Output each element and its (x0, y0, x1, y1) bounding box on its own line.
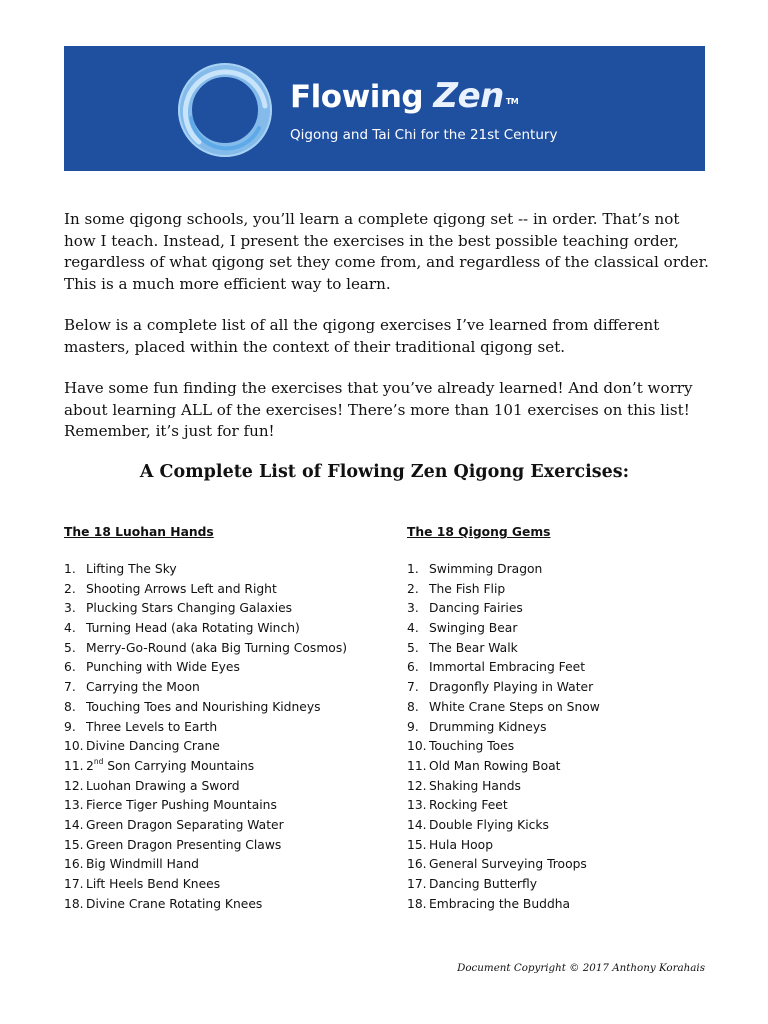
list-item (407, 580, 707, 600)
item-number: 13. (407, 798, 427, 813)
item-number: 16. (407, 857, 427, 872)
item-text: Divine Crane Rotating Knees (86, 896, 263, 911)
item-text: Shaking Hands (429, 778, 521, 793)
item-text: Divine Dancing Crane (86, 739, 220, 754)
list-item (407, 796, 707, 816)
item-number: 7. (407, 680, 419, 695)
list-item (64, 698, 384, 718)
item-number: 1. (407, 562, 419, 576)
item-number: 10. (407, 739, 427, 754)
item-text: Plucking Stars Changing Galaxies (86, 601, 293, 616)
item-number: 12. (407, 778, 427, 793)
item-text: Three Levels to Earth (86, 719, 218, 734)
logo-word-zen: Zen (433, 76, 504, 116)
item-number: 17. (64, 877, 84, 891)
list-item (64, 599, 384, 619)
item-number: 8. (64, 699, 76, 714)
list-item (407, 777, 707, 797)
list-item (407, 658, 707, 678)
item-number: 11. (407, 758, 427, 773)
item-number: 14. (64, 817, 84, 832)
list-item (64, 895, 384, 915)
item-number: 7. (64, 680, 76, 695)
item-text: Dancing Butterfly (429, 877, 537, 891)
qigong-gems-column (407, 522, 707, 914)
item-text: Rocking Feet (429, 798, 508, 813)
list-item (407, 678, 707, 698)
item-text: Shooting Arrows Left and Right (86, 581, 277, 596)
item-text: Hula Hoop (429, 837, 494, 852)
item-number: 8. (407, 699, 419, 714)
luohan-hands-column (64, 522, 384, 914)
list-item (64, 639, 384, 659)
item-text: Double Flying Kicks (429, 817, 549, 832)
item-text: White Crane Steps on Snow (429, 699, 600, 714)
item-text: Carrying the Moon (86, 680, 200, 695)
item-text: Swinging Bear (429, 621, 518, 636)
item-text: Turning Head (aka Rotating Winch) (86, 621, 300, 636)
item-number: 6. (64, 660, 76, 675)
logo-word-flowing: Flowing (290, 79, 424, 115)
item-text: Dancing Fairies (429, 601, 523, 616)
item-number: 1. (64, 562, 76, 576)
list-item (64, 678, 384, 698)
item-number: 16. (64, 857, 84, 872)
item-number: 15. (64, 837, 84, 852)
item-text: Luohan Drawing a Sword (86, 778, 240, 793)
item-number: 18. (407, 896, 427, 911)
trademark-mark: TM (505, 97, 519, 106)
exercise-list-heading: A Complete List of Flowing Zen Qigong Exercises: (139, 462, 630, 482)
item-text-prefix: 2 (86, 758, 94, 773)
list-item (64, 619, 384, 639)
list-item (407, 895, 707, 915)
item-number: 4. (64, 621, 76, 636)
logo-title (290, 76, 518, 117)
enso-circle-logo (169, 54, 281, 166)
header-banner (64, 46, 705, 171)
intro-paragraph-2: Below is a complete list of all the qigong exercises I’ve learned from different masters, placed within the context of their traditional qigong set. (64, 316, 660, 356)
list-item (64, 658, 384, 678)
luohan-hands-list (64, 560, 384, 914)
item-number: 3. (64, 601, 76, 616)
list-item (407, 757, 707, 777)
item-text: Old Man Rowing Boat (429, 758, 561, 773)
list-item (64, 777, 384, 797)
item-number: 3. (407, 601, 419, 616)
ordinal-suffix: nd (93, 756, 104, 766)
item-number: 9. (64, 719, 76, 734)
intro-paragraph-3: Have some fun finding the exercises that you’ve already learned! And don’t worry about learning ALL of the exercises! There’s more than 101 exercises on this list! Remember, it’s just for fun! (64, 379, 693, 440)
list-item (64, 875, 384, 895)
intro-paragraph-1: In some qigong schools, you’ll learn a complete qigong set -- in order. That’s not how I teach. Instead, I present the exercises in the best possible teaching order, regardless of what qigong set they come from, and regardless of the classical order. This is a much more efficient way to learn. (64, 210, 709, 293)
list-item (407, 855, 707, 875)
list-item (407, 718, 707, 738)
list-item (407, 599, 707, 619)
item-number: 10. (64, 739, 84, 754)
list-item (407, 619, 707, 639)
list-item (64, 796, 384, 816)
item-text: Green Dragon Separating Water (86, 817, 284, 832)
item-number: 6. (407, 660, 419, 675)
list-item (407, 560, 707, 580)
item-number: 14. (407, 817, 427, 832)
list-item (64, 718, 384, 738)
item-number: 9. (407, 719, 419, 734)
item-number: 2. (407, 581, 419, 596)
item-text: Dragonfly Playing in Water (429, 680, 594, 695)
list-item (64, 737, 384, 757)
item-number: 15. (407, 837, 427, 852)
item-text: The Fish Flip (429, 581, 506, 596)
item-number: 5. (407, 640, 419, 655)
item-text: Green Dragon Presenting Claws (86, 837, 282, 852)
list-item (64, 757, 384, 777)
item-number: 11. (64, 758, 84, 773)
item-text: Fierce Tiger Pushing Mountains (86, 798, 277, 813)
list-item (407, 698, 707, 718)
item-text: Embracing the Buddha (429, 896, 571, 911)
item-text: General Surveying Troops (429, 857, 587, 872)
list-item (407, 816, 707, 836)
copyright-footer: Document Copyright © 2017 Anthony Korahais (457, 962, 705, 974)
item-number: 18. (64, 896, 84, 911)
item-text: Merry-Go-Round (aka Big Turning Cosmos) (86, 640, 348, 655)
item-text: Punching with Wide Eyes (86, 660, 240, 675)
list-item (64, 855, 384, 875)
list-item (407, 639, 707, 659)
item-text-rest: Son Carrying Mountains (103, 758, 255, 773)
list-item (64, 560, 384, 580)
list-item (407, 836, 707, 856)
item-number: 17. (407, 877, 427, 891)
item-text: Lifting The Sky (86, 562, 177, 576)
item-number: 5. (64, 640, 76, 655)
item-text (86, 757, 254, 777)
list-item (64, 816, 384, 836)
item-text: Touching Toes and Nourishing Kidneys (86, 699, 321, 714)
list-item (64, 836, 384, 856)
item-text: Lift Heels Bend Knees (86, 877, 221, 891)
qigong-gems-title: The 18 Qigong Gems (407, 525, 551, 539)
item-number: 13. (64, 798, 84, 813)
item-text: Immortal Embracing Feet (429, 660, 586, 675)
item-text: Swimming Dragon (429, 562, 543, 576)
item-text: The Bear Walk (429, 640, 518, 655)
luohan-hands-title: The 18 Luohan Hands (64, 525, 214, 539)
item-number: 2. (64, 581, 76, 596)
qigong-gems-list (407, 560, 707, 914)
item-text: Drumming Kidneys (429, 719, 547, 734)
item-text: Big Windmill Hand (86, 857, 199, 872)
list-item (407, 737, 707, 757)
list-item (64, 580, 384, 600)
item-text: Touching Toes (429, 739, 515, 754)
item-number: 12. (64, 778, 84, 793)
logo-tagline: Qigong and Tai Chi for the 21st Century (290, 127, 558, 143)
item-number: 4. (407, 621, 419, 636)
list-item (407, 875, 707, 895)
